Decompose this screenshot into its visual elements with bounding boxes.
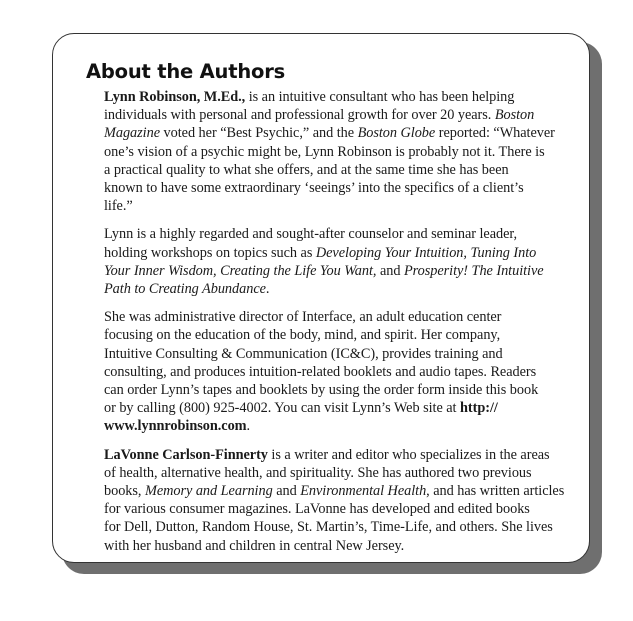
text-line xyxy=(104,399,566,417)
text-run: consulting, and produces intuition-related booklets and audio tapes. Readers xyxy=(104,363,537,380)
text-line xyxy=(104,262,566,280)
text-line xyxy=(104,225,566,243)
text-line xyxy=(104,446,566,464)
text-line xyxy=(104,143,566,161)
italic-title: Magazine xyxy=(104,125,160,142)
text-line xyxy=(104,88,566,106)
text-line xyxy=(104,381,566,399)
section-heading: About the Authors xyxy=(86,60,286,83)
text-run: reported: “Whatever xyxy=(435,125,555,142)
text-line xyxy=(104,326,566,344)
text-line xyxy=(104,161,566,179)
text-run: with her husband and children in central New Jersey. xyxy=(104,537,405,554)
text-run: a practical quality to what she offers, and at the same time she has been xyxy=(104,161,509,178)
text-line xyxy=(104,500,566,518)
text-run: books, xyxy=(104,483,145,500)
text-run: or by calling (800) 925-4002. You can visit Lynn’s Web site at xyxy=(104,400,461,417)
text-line xyxy=(104,280,566,298)
italic-title: Prosperity! The Intuitive xyxy=(403,262,544,279)
text-line xyxy=(104,464,566,482)
text-run: . xyxy=(265,281,270,298)
text-line xyxy=(104,417,566,435)
italic-title: Path to Creating Abundance xyxy=(104,281,266,298)
text-run: can order Lynn’s tapes and booklets by using the order form inside this book xyxy=(104,382,539,399)
text-run: She was administrative director of Interface, an adult education center xyxy=(104,309,502,326)
text-run: for Dell, Dutton, Random House, St. Martin’s, Time-Life, and others. She lives xyxy=(104,519,553,536)
bold-text: LaVonne Carlson-Finnerty xyxy=(104,446,268,463)
italic-title: Boston xyxy=(494,107,535,124)
authors-bio-text xyxy=(104,88,566,565)
bio-lynn-workshops xyxy=(104,225,566,298)
text-run: , and has written articles xyxy=(426,483,565,500)
text-run: of health, alternative health, and spirituality. She has authored two previous xyxy=(104,464,532,481)
bold-text: http:// xyxy=(460,400,498,417)
text-run: for various consumer magazines. LaVonne has developed and edited books xyxy=(104,501,530,518)
bio-lavonne xyxy=(104,446,566,555)
text-run: and xyxy=(272,483,301,500)
text-line xyxy=(104,363,566,381)
text-line xyxy=(104,537,566,555)
text-line xyxy=(104,518,566,536)
text-run: focusing on the education of the body, mind, and spirit. Her company, xyxy=(104,327,501,344)
text-line xyxy=(104,482,566,500)
text-run: . xyxy=(246,418,251,435)
bio-lynn-company xyxy=(104,308,566,435)
text-line xyxy=(104,197,566,215)
text-run: is an intuitive consultant who has been helping xyxy=(245,89,515,105)
text-line xyxy=(104,345,566,363)
italic-title: Boston Globe xyxy=(357,125,436,142)
text-run: known to have some extraordinary ‘seeings’ into the specifics of a client’s xyxy=(104,180,524,197)
text-run: and xyxy=(376,262,404,279)
text-run: Intuitive Consulting & Communication (IC&C), provides training and xyxy=(104,345,503,362)
text-run: is a writer and editor who specializes in the areas xyxy=(267,446,550,463)
text-run: Lynn is a highly regarded and sought-after counselor and seminar leader, xyxy=(104,226,518,243)
text-run: holding workshops on topics such as xyxy=(104,244,316,261)
text-run: voted her “Best Psychic,” and the xyxy=(160,125,358,142)
bio-lynn-intro xyxy=(104,88,566,215)
text-run: one’s vision of a psychic might be, Lynn Robinson is probably not it. There is xyxy=(104,143,545,160)
italic-title: Your Inner Wisdom, Creating the Life You Want, xyxy=(104,262,377,279)
bold-text: Lynn Robinson, M.Ed., xyxy=(104,89,246,105)
italic-title: Developing Your Intuition, Tuning Into xyxy=(315,244,537,261)
text-line xyxy=(104,124,566,142)
italic-title: Memory and Learning xyxy=(144,483,273,500)
text-run: individuals with personal and professional growth for over 20 years. xyxy=(104,107,495,124)
text-run: life.” xyxy=(104,198,133,215)
text-line xyxy=(104,308,566,326)
text-line xyxy=(104,179,566,197)
text-line xyxy=(104,106,566,124)
bold-text: www.lynnrobinson.com xyxy=(104,418,247,435)
text-line xyxy=(104,244,566,262)
italic-title: Environmental Health xyxy=(300,483,427,500)
